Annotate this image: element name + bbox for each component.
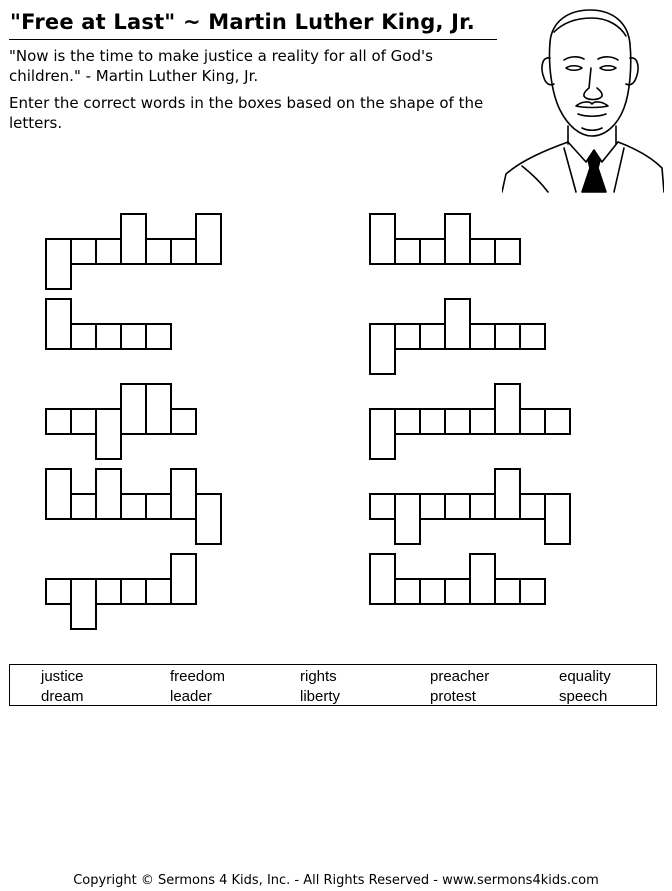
letter-box[interactable] — [145, 323, 172, 350]
letter-box[interactable] — [195, 493, 222, 545]
letter-box[interactable] — [469, 238, 496, 265]
word-bank-item: protest — [430, 688, 476, 705]
letter-box[interactable] — [170, 238, 197, 265]
letter-box[interactable] — [419, 238, 446, 265]
letter-box[interactable] — [444, 298, 471, 350]
letter-box[interactable] — [419, 578, 446, 605]
letter-box[interactable] — [494, 383, 521, 435]
letter-box[interactable] — [444, 408, 471, 435]
letter-box[interactable] — [95, 468, 122, 520]
letter-box[interactable] — [145, 493, 172, 520]
word-bank-item: leader — [170, 688, 212, 705]
word-bank-item: justice — [41, 668, 84, 685]
letter-box[interactable] — [419, 323, 446, 350]
letter-box[interactable] — [170, 468, 197, 520]
letter-box[interactable] — [120, 213, 147, 265]
word-bank-item: rights — [300, 668, 337, 685]
letter-box[interactable] — [469, 553, 496, 605]
letter-box[interactable] — [145, 238, 172, 265]
letter-box[interactable] — [444, 578, 471, 605]
letter-box[interactable] — [469, 323, 496, 350]
letter-box[interactable] — [519, 408, 546, 435]
word-bank-item: equality — [559, 668, 611, 685]
letter-box[interactable] — [170, 408, 197, 435]
letter-box[interactable] — [494, 468, 521, 520]
letter-box[interactable] — [70, 493, 97, 520]
letter-box[interactable] — [419, 408, 446, 435]
letter-box[interactable] — [70, 408, 97, 435]
letter-box[interactable] — [394, 408, 421, 435]
martin-luther-king-portrait — [502, 2, 664, 194]
letter-box[interactable] — [45, 298, 72, 350]
letter-box[interactable] — [45, 468, 72, 520]
letter-box[interactable] — [95, 408, 122, 460]
copyright-footer: Copyright © Sermons 4 Kids, Inc. - All Rights Reserved - www.sermons4kids.com — [73, 873, 599, 888]
letter-box[interactable] — [469, 493, 496, 520]
letter-box[interactable] — [145, 578, 172, 605]
letter-box[interactable] — [95, 323, 122, 350]
letter-box[interactable] — [120, 383, 147, 435]
letter-box[interactable] — [519, 323, 546, 350]
letter-box[interactable] — [145, 383, 172, 435]
letter-box[interactable] — [195, 213, 222, 265]
letter-box[interactable] — [70, 238, 97, 265]
letter-box[interactable] — [444, 213, 471, 265]
letter-box[interactable] — [70, 578, 97, 630]
letter-box[interactable] — [95, 578, 122, 605]
letter-box[interactable] — [45, 408, 72, 435]
letter-box[interactable] — [494, 578, 521, 605]
letter-box[interactable] — [369, 323, 396, 375]
letter-box[interactable] — [369, 213, 396, 265]
letter-box[interactable] — [70, 323, 97, 350]
letter-box[interactable] — [494, 238, 521, 265]
letter-box[interactable] — [369, 408, 396, 460]
letter-box[interactable] — [469, 408, 496, 435]
word-bank-item: speech — [559, 688, 608, 705]
letter-box[interactable] — [394, 238, 421, 265]
letter-box[interactable] — [519, 493, 546, 520]
word-bank-item: preacher — [430, 668, 490, 685]
letter-box[interactable] — [369, 493, 396, 520]
letter-box[interactable] — [494, 323, 521, 350]
letter-box[interactable] — [45, 578, 72, 605]
title-divider — [9, 39, 497, 40]
word-bank-item: liberty — [300, 688, 341, 705]
letter-box[interactable] — [394, 493, 421, 545]
letter-box[interactable] — [170, 553, 197, 605]
quote-text: "Now is the time to make justice a reality for all of God's children." - Martin Luther King, Jr. — [9, 47, 433, 85]
letter-box[interactable] — [394, 323, 421, 350]
word-bank-item: dream — [41, 688, 84, 705]
letter-box[interactable] — [95, 238, 122, 265]
page-title: "Free at Last" ~ Martin Luther King, Jr. — [10, 10, 475, 34]
letter-box[interactable] — [394, 578, 421, 605]
word-bank-item: freedom — [170, 668, 226, 685]
letter-box[interactable] — [519, 578, 546, 605]
word-bank — [9, 664, 657, 706]
instructions-text: Enter the correct words in the boxes based on the shape of the letters. — [9, 94, 484, 132]
letter-box[interactable] — [369, 553, 396, 605]
letter-box[interactable] — [544, 408, 571, 435]
letter-box[interactable] — [120, 323, 147, 350]
letter-box[interactable] — [544, 493, 571, 545]
letter-box[interactable] — [419, 493, 446, 520]
letter-box[interactable] — [45, 238, 72, 290]
letter-box[interactable] — [120, 493, 147, 520]
letter-box[interactable] — [120, 578, 147, 605]
letter-box[interactable] — [444, 493, 471, 520]
